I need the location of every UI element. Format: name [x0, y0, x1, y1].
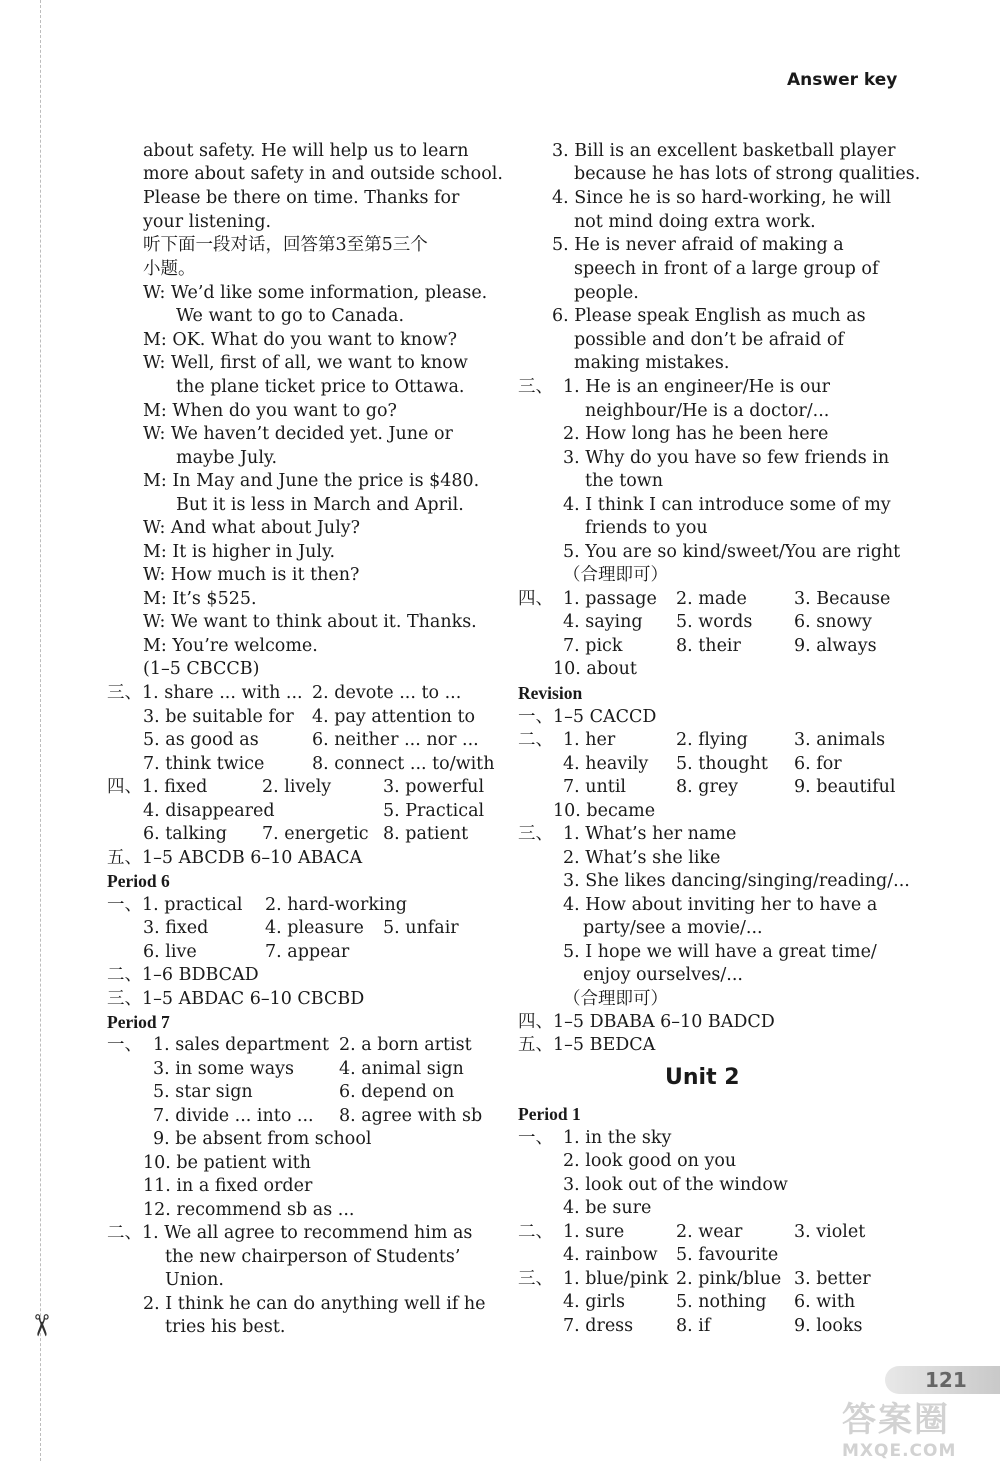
answer-line: enjoy ourselves/...: [583, 965, 743, 985]
answer-line: 1. in the sky: [563, 1128, 672, 1148]
answer-line: 8. agree with sb: [339, 1106, 483, 1126]
answer-line: W: How much is it then?: [143, 565, 360, 585]
answer-line: making mistakes.: [574, 353, 730, 373]
answer-line: 8. if: [676, 1316, 711, 1336]
answer-line: 5. nothing: [676, 1292, 767, 1312]
answer-line: 2. hard-working: [265, 895, 407, 915]
answer-line: 6. Please speak English as much as: [552, 306, 866, 326]
answer-line: friends to you: [585, 518, 708, 538]
section-heading: Revision: [518, 683, 583, 703]
answer-line: people.: [574, 283, 639, 303]
answer-line: 2. What’s she like: [563, 848, 721, 868]
answer-line: W: We’d like some information, please.: [143, 283, 488, 303]
answer-line: 3. violet: [794, 1222, 866, 1242]
answer-line: 8. connect ... to/with: [312, 754, 495, 774]
answer-line: 8. grey: [676, 777, 739, 797]
answer-line: because he has lots of strong qualities.: [574, 164, 921, 184]
answer-line: 3. be suitable for: [143, 707, 294, 727]
watermark-text: 答案圈: [842, 1400, 950, 1440]
answer-line: 3. look out of the window: [563, 1175, 788, 1195]
section-heading: Period 1: [518, 1104, 581, 1124]
answer-line: 5. I hope we will have a great time/: [563, 942, 877, 962]
answer-line: 1. blue/pink: [563, 1269, 669, 1289]
answer-line: 7. divide ... into ...: [153, 1106, 314, 1126]
answer-line: 2. wear: [676, 1222, 743, 1242]
answer-line: speech in front of a large group of: [574, 259, 879, 279]
answer-line: 三、1. share ... with ...: [107, 683, 303, 703]
answer-line: 四、1. fixed: [107, 777, 208, 797]
answer-line: 一、1. practical: [107, 895, 243, 915]
answer-line: 7. pick: [563, 636, 623, 656]
answer-line: 3. powerful: [383, 777, 485, 797]
answer-line: more about safety in and outside school.: [143, 164, 503, 184]
answer-line: Please be there on time. Thanks for: [143, 188, 460, 208]
answer-line: 10. about: [553, 659, 637, 679]
section-heading: Period 7: [107, 1012, 170, 1032]
answer-line: M: You’re welcome.: [143, 636, 318, 656]
answer-line: 4. I think I can introduce some of my: [563, 495, 891, 515]
page-number: 121: [885, 1366, 1000, 1394]
answer-line: 4. girls: [563, 1292, 626, 1312]
answer-line: 5. He is never afraid of making a: [552, 235, 844, 255]
answer-line: tries his best.: [165, 1317, 286, 1337]
answer-line: 6. with: [794, 1292, 856, 1312]
answer-line: 10. became: [553, 801, 656, 821]
answer-line: 2. pink/blue: [676, 1269, 782, 1289]
answer-line: 3. better: [794, 1269, 871, 1289]
answer-line: 四、1–5 DBABA 6–10 BADCD: [518, 1012, 775, 1032]
answer-line: party/see a movie/...: [583, 918, 763, 938]
answer-line: about safety. He will help us to learn: [143, 141, 469, 161]
answer-line: 3. Why do you have so few friends in: [563, 448, 890, 468]
answer-line: 6. snowy: [794, 612, 872, 632]
answer-line: 一、: [518, 1128, 553, 1148]
watermark-logo: [842, 1392, 992, 1461]
answer-line: 5. as good as: [143, 730, 259, 750]
scissors-icon: ✂: [23, 1312, 59, 1339]
page-header: Answer key: [787, 70, 898, 90]
answer-line: 三、1–5 ABDAC 6–10 CBCBD: [107, 989, 365, 1009]
answer-line: 4. pleasure: [265, 918, 364, 938]
answer-line: the plane ticket price to Ottawa.: [176, 377, 465, 397]
answer-line: W: And what about July?: [143, 518, 361, 538]
answer-line: 1. sure: [563, 1222, 625, 1242]
answer-line: Union.: [165, 1270, 224, 1290]
answer-line: 一、1–5 CACCD: [518, 707, 657, 727]
answer-line: 4. pay attention to: [312, 707, 476, 727]
answer-line: 4. be sure: [563, 1198, 652, 1218]
answer-line: （合理即可）: [563, 989, 668, 1009]
answer-line: 11. in a fixed order: [143, 1176, 313, 1196]
answer-line: 2. How long has he been here: [563, 424, 829, 444]
answer-line: not mind doing extra work.: [574, 212, 816, 232]
answer-line: 8. their: [676, 636, 741, 656]
answer-line: 6. neither ... nor ...: [312, 730, 479, 750]
answer-line: M: OK. What do you want to know?: [143, 330, 457, 350]
answer-line: 5. unfair: [383, 918, 459, 938]
answer-line: maybe July.: [176, 448, 278, 468]
answer-line: 3. animals: [794, 730, 886, 750]
answer-line: possible and don’t be afraid of: [574, 330, 844, 350]
answer-line: 1. He is an engineer/He is our: [563, 377, 831, 397]
answer-line: 2. a born artist: [339, 1035, 472, 1055]
unit-title: Unit 2: [665, 1065, 740, 1090]
answer-line: 五、1–5 BEDCA: [518, 1035, 656, 1055]
answer-line: 6. depend on: [339, 1082, 455, 1102]
answer-line: 二、: [518, 1222, 553, 1242]
answer-line: 二、1. We all agree to recommend him as: [107, 1223, 473, 1243]
answer-line: 三、: [518, 824, 553, 844]
answer-line: W: We want to think about it. Thanks.: [143, 612, 477, 632]
answer-line: 三、: [518, 377, 553, 397]
answer-line: 7. dress: [563, 1316, 634, 1336]
answer-line: 2. made: [676, 589, 747, 609]
answer-line: 4. rainbow: [563, 1245, 658, 1265]
answer-line: We want to go to Canada.: [176, 306, 405, 326]
answer-line: W: Well, first of all, we want to know: [143, 353, 468, 373]
answer-line: your listening.: [143, 212, 272, 232]
answer-line: 听下面一段对话，回答第3至第5三个: [143, 235, 428, 255]
answer-line: 7. energetic: [262, 824, 369, 844]
answer-line: 5. favourite: [676, 1245, 779, 1265]
answer-line: 4. Since he is so hard-working, he will: [552, 188, 892, 208]
answer-line: neighbour/He is a doctor/...: [585, 401, 830, 421]
answer-line: 12. recommend sb as ...: [143, 1200, 355, 1220]
answer-line: 7. until: [563, 777, 627, 797]
answer-line: 7. appear: [265, 942, 350, 962]
answer-line: M: It’s $525.: [143, 589, 257, 609]
answer-line: 10. be patient with: [143, 1153, 311, 1173]
answer-line: 4. How about inviting her to have a: [563, 895, 878, 915]
watermark-url: MXQE.COM: [842, 1441, 957, 1461]
answer-line: (1–5 CBCCB): [143, 659, 260, 679]
answer-line: 5. star sign: [153, 1082, 253, 1102]
answer-line: 三、: [518, 1269, 553, 1289]
answer-line: 5. thought: [676, 754, 768, 774]
answer-line: 5. words: [676, 612, 753, 632]
answer-line: 6. live: [143, 942, 197, 962]
answer-line: 9. always: [794, 636, 877, 656]
answer-line: the new chairperson of Students’: [165, 1247, 461, 1267]
answer-line: 1. passage: [563, 589, 657, 609]
answer-line: （合理即可）: [563, 565, 668, 585]
answer-line: 6. talking: [143, 824, 227, 844]
answer-line: 二、1–6 BDBCAD: [107, 965, 259, 985]
answer-line: 6. for: [794, 754, 842, 774]
answer-line: 五、1–5 ABCDB 6–10 ABACA: [107, 848, 363, 868]
answer-line: 2. devote ... to ...: [312, 683, 462, 703]
answer-line: 3. She likes dancing/singing/reading/...: [563, 871, 910, 891]
answer-line: 5. You are so kind/sweet/You are right: [563, 542, 901, 562]
answer-line: 3. Because: [794, 589, 891, 609]
answer-line: But it is less in March and April.: [176, 495, 464, 515]
answer-line: 3. fixed: [143, 918, 209, 938]
answer-line: 4. heavily: [563, 754, 649, 774]
section-heading: Period 6: [107, 871, 170, 891]
answer-line: M: It is higher in July.: [143, 542, 336, 562]
answer-line: W: We haven’t decided yet. June or: [143, 424, 453, 444]
answer-line: 9. beautiful: [794, 777, 896, 797]
answer-line: 7. think twice: [143, 754, 265, 774]
answer-line: 1. What’s her name: [563, 824, 737, 844]
answer-line: 9. looks: [794, 1316, 863, 1336]
answer-line: 3. in some ways: [153, 1059, 294, 1079]
answer-line: 3. Bill is an excellent basketball player: [552, 141, 896, 161]
answer-line: 四、: [518, 589, 553, 609]
answer-line: M: When do you want to go?: [143, 401, 397, 421]
answer-line: 2. I think he can do anything well if he: [143, 1294, 486, 1314]
answer-line: 2. lively: [262, 777, 332, 797]
answer-line: 二、: [518, 730, 553, 750]
answer-line: 4. disappeared: [143, 801, 275, 821]
answer-line: 小题。: [143, 259, 196, 279]
answer-line: 1. sales department: [153, 1035, 330, 1055]
answer-line: 5. Practical: [383, 801, 485, 821]
answer-line: M: In May and June the price is $480.: [143, 471, 480, 491]
answer-line: 一、: [107, 1035, 142, 1055]
answer-line: 2. flying: [676, 730, 748, 750]
answer-line: 9. be absent from school: [153, 1129, 372, 1149]
answer-line: 4. animal sign: [339, 1059, 464, 1079]
answer-line: 1. her: [563, 730, 616, 750]
answer-line: 4. saying: [563, 612, 643, 632]
answer-line: 2. look good on you: [563, 1151, 737, 1171]
answer-line: the town: [585, 471, 664, 491]
cut-line: [40, 0, 41, 1461]
answer-line: 8. patient: [383, 824, 469, 844]
